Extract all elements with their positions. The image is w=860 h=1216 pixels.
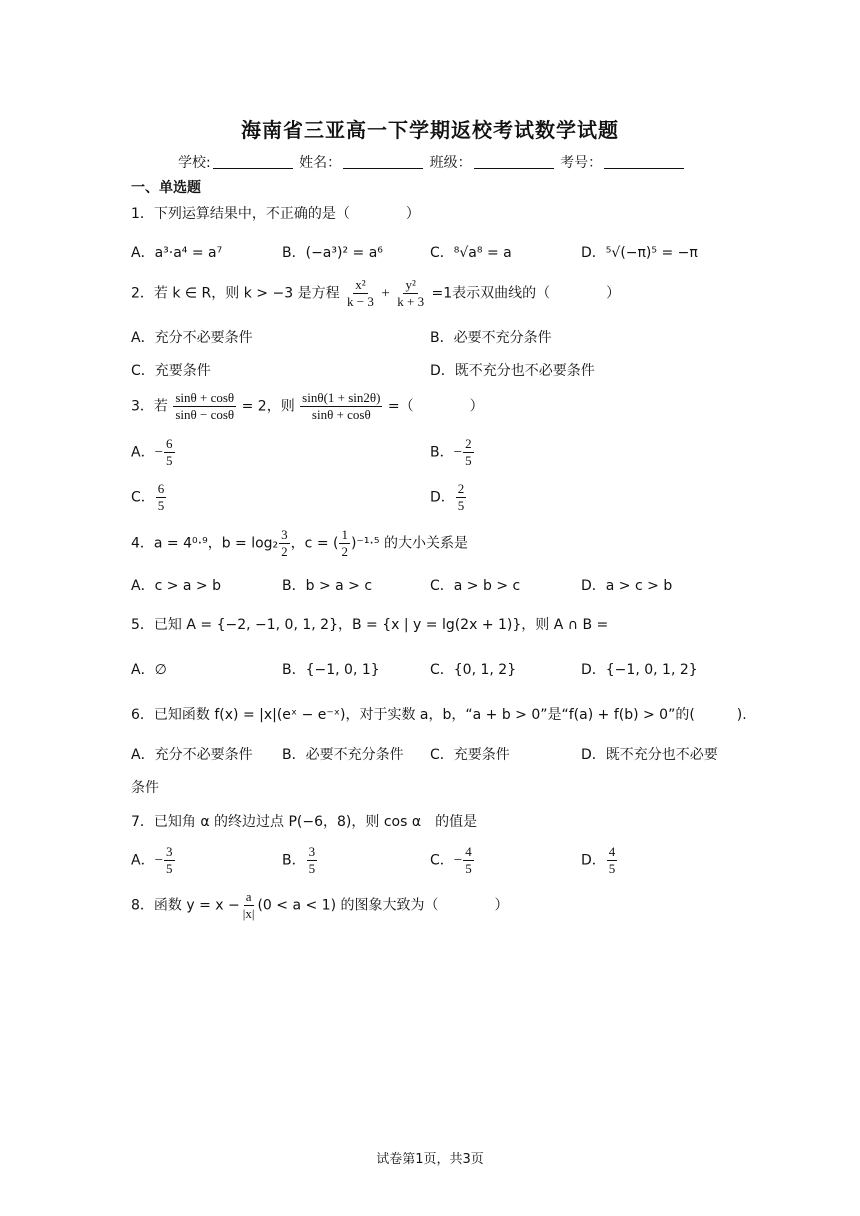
- q7-option-d-fraction: $\frac{4}{5}$: [608, 844, 616, 876]
- question-8-stem: 8．函数 y = x − $\frac{a}{|x|}$ (0 < a < 1) 的图象大致为（ ）: [131, 889, 509, 921]
- student-info-line: [178, 152, 686, 172]
- name-blank[interactable]: [343, 154, 423, 169]
- q8-fraction: $\frac{a}{|x|}$: [242, 889, 255, 921]
- question-7-stem: 7．已知角 α 的终边过点 P(−6，8)，则 cos α 的值是: [131, 814, 478, 830]
- q2-stem-pre: 2．若 k ∈ R，则 k > −3 是方程: [131, 285, 340, 302]
- question-5-stem: 5．已知 A = {−2, −1, 0, 1, 2}，B = {x | y = lg(2x + 1)}，则 A ∩ B =: [131, 617, 609, 633]
- q4-option-b[interactable]: B．b > a > c: [282, 578, 373, 594]
- q1-option-c[interactable]: C．⁸√a⁸ = a: [430, 245, 512, 261]
- q5-option-b[interactable]: B．{−1, 0, 1}: [282, 662, 380, 678]
- q6-option-d[interactable]: D．既不充分也不必要: [581, 747, 718, 763]
- page-footer: 试卷第1页，共3页: [376, 1152, 484, 1167]
- q2-option-b[interactable]: B．必要不充分条件: [430, 330, 552, 346]
- q3-option-a-fraction: $\frac{6}{5}$: [166, 436, 173, 468]
- section-heading: 一、单选题: [131, 180, 201, 196]
- q2-option-d[interactable]: D．既不充分也不必要条件: [430, 363, 595, 379]
- q4-option-d[interactable]: D．a > c > b: [581, 578, 673, 594]
- q3-stem-pre: 3．若: [131, 398, 168, 415]
- question-2-stem: 2．若 k ∈ R，则 k > −3 是方程 $\frac{\text{x²}}{k - 3}$ + $\frac{\text{y²}}{k + 3}$ =1表示双曲线的（ ）: [131, 277, 621, 309]
- q3-option-b[interactable]: B．− $\frac{2}{5}$: [430, 436, 472, 468]
- q3-stem-post: =（ ）: [387, 398, 484, 415]
- question-6-stem: 6．已知函数 f(x) = |x|(eˣ − e⁻ˣ)，对于实数 a，b，“a + b > 0”是“f(a) + f(b) > 0”的( ).: [131, 707, 747, 723]
- q6-option-d-wrap: 条件: [131, 780, 159, 796]
- q2-fraction-y: $\frac{\text{y²}}{k + 3}$: [397, 277, 425, 309]
- q1-option-a[interactable]: A．a³·a⁴ = a⁷: [131, 245, 223, 261]
- q3-option-c-fraction: $\frac{6}{5}$: [157, 481, 165, 513]
- q2-stem-post: =1表示双曲线的（ ）: [431, 285, 621, 302]
- q3-fraction-condition: $\frac{\sin\theta + \cos\theta}{\sin\theta - \cos\theta}$: [175, 390, 235, 422]
- q1-option-b[interactable]: B．(−a³)² = a⁶: [282, 245, 383, 261]
- q5-option-a[interactable]: A．∅: [131, 662, 167, 678]
- q6-option-b[interactable]: B．必要不充分条件: [282, 747, 404, 763]
- q6-option-a[interactable]: A．充分不必要条件: [131, 747, 253, 763]
- q3-fraction-target: $\frac{\sin\theta(1 + \sin 2\theta)}{\sin\theta + \cos\theta}$: [302, 390, 381, 422]
- q3-option-c[interactable]: C． $\frac{6}{5}$: [131, 481, 165, 513]
- school-label: 学校:: [178, 155, 211, 171]
- question-1-stem: 1．下列运算结果中，不正确的是（ ）: [131, 206, 420, 222]
- q7-option-b[interactable]: B． $\frac{3}{5}$: [282, 844, 316, 876]
- q3-option-b-fraction: $\frac{2}{5}$: [465, 436, 472, 468]
- class-label: 班级：: [429, 155, 472, 171]
- exam-no-label: 考号：: [560, 155, 603, 171]
- name-label: 姓名：: [299, 155, 342, 171]
- q7-option-a-fraction: $\frac{3}{5}$: [166, 844, 173, 876]
- q4-option-c[interactable]: C．a > b > c: [430, 578, 521, 594]
- q3-option-a[interactable]: A．− $\frac{6}{5}$: [131, 436, 173, 468]
- class-blank[interactable]: [474, 154, 554, 169]
- question-4-stem: 4．a = 4⁰·⁹，b = log₂ $\frac{3}{2}$ ，c = ( $\frac{1}{2}$ )⁻¹·⁵ 的大小关系是: [131, 527, 468, 559]
- q7-option-a[interactable]: A．− $\frac{3}{5}$: [131, 844, 173, 876]
- q2-option-c[interactable]: C．充要条件: [131, 363, 211, 379]
- q5-option-c[interactable]: C．{0, 1, 2}: [430, 662, 517, 678]
- q4-option-a[interactable]: A．c > a > b: [131, 578, 222, 594]
- school-blank[interactable]: [213, 154, 293, 169]
- q2-option-a[interactable]: A．充分不必要条件: [131, 330, 253, 346]
- q3-stem-mid: = 2，则: [241, 398, 295, 415]
- q3-option-d[interactable]: D． $\frac{2}{5}$: [430, 481, 465, 513]
- q6-option-c[interactable]: C．充要条件: [430, 747, 510, 763]
- q1-option-d[interactable]: D．⁵√(−π)⁵ = −π: [581, 245, 698, 261]
- q5-option-d[interactable]: D．{−1, 0, 1, 2}: [581, 662, 698, 678]
- q2-fraction-x: $\frac{\text{x²}}{k - 3}$: [347, 277, 374, 309]
- q4-fraction-base: $\frac{1}{2}$: [341, 527, 348, 559]
- exam-no-blank[interactable]: [604, 154, 684, 169]
- q3-option-d-fraction: $\frac{2}{5}$: [457, 481, 465, 513]
- q4-fraction-log: $\frac{3}{2}$: [281, 527, 288, 559]
- q7-option-c[interactable]: C．− $\frac{4}{5}$: [430, 844, 472, 876]
- question-3-stem: [131, 390, 484, 423]
- q7-option-b-fraction: $\frac{3}{5}$: [308, 844, 316, 876]
- q7-option-c-fraction: $\frac{4}{5}$: [465, 844, 472, 876]
- q7-option-d[interactable]: D． $\frac{4}{5}$: [581, 844, 616, 876]
- page-title: 海南省三亚高一下学期返校考试数学试题: [241, 118, 619, 142]
